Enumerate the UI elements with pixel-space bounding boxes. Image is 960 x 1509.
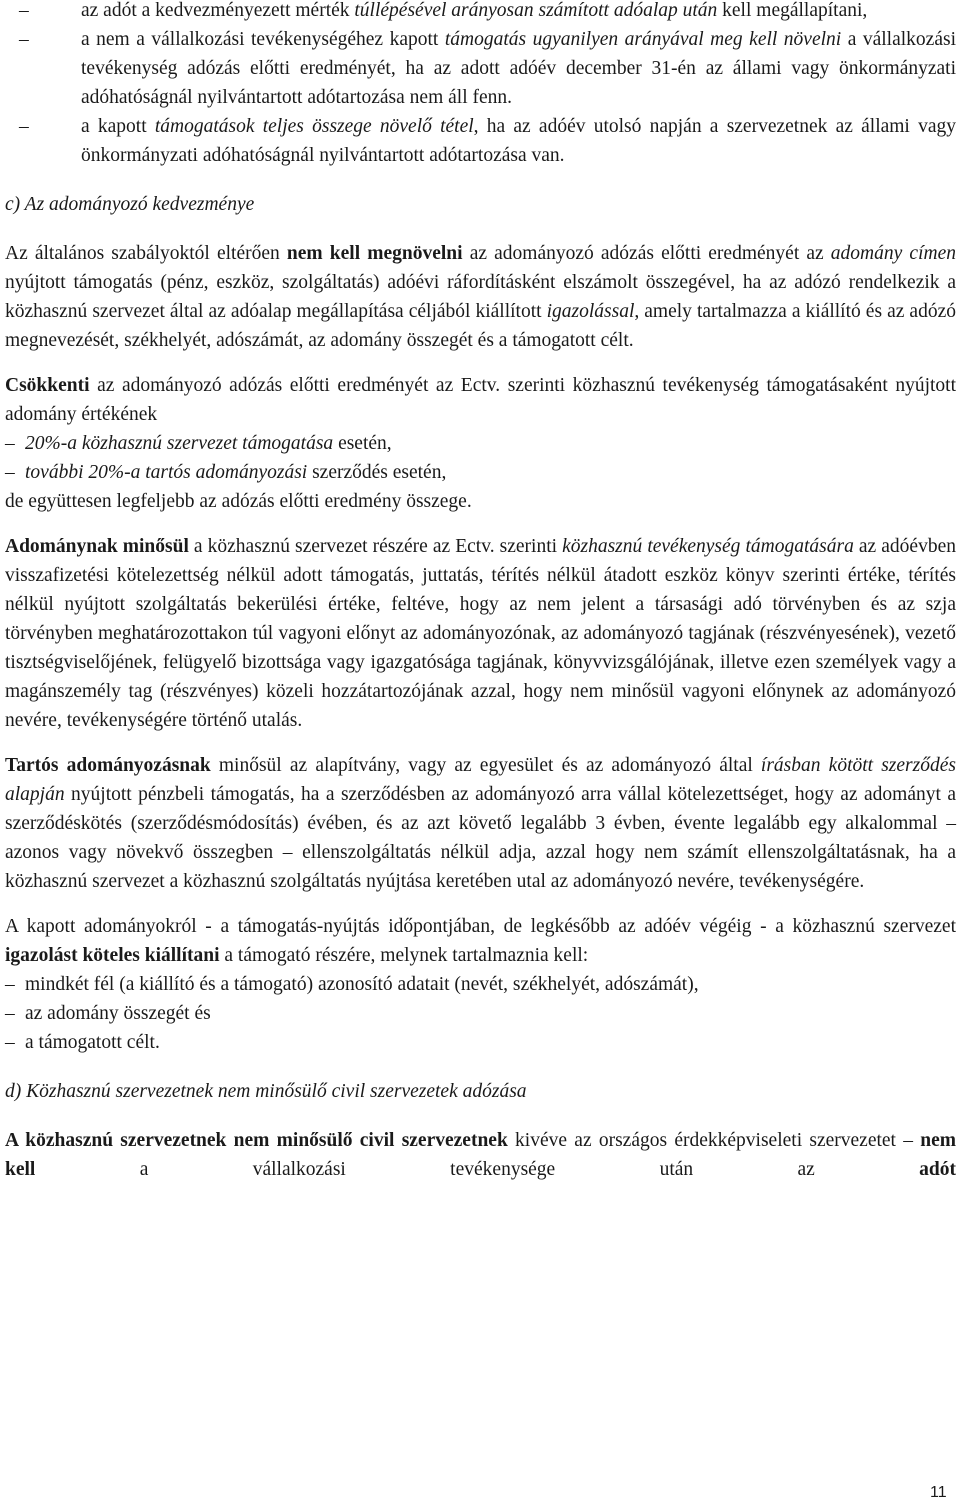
list-item bbox=[5, 0, 956, 25]
list-item: – további 20%-a tartós adományozási szerződés esetén, bbox=[5, 458, 956, 487]
list-item: – az adomány összegét és bbox=[5, 999, 956, 1028]
list-item: – mindkét fél (a kiállító és a támogató) azonosító adatait (nevét, székhelyét, adószámát), bbox=[5, 970, 956, 999]
list-item bbox=[5, 112, 956, 170]
paragraph-1: Az általános szabályoktól eltérően nem kell megnövelni az adományozó adózás előtti eredményét az adomány címen nyújtott támogatás (pénz, eszköz, szolgáltatás) adóévi ráfordításként elszámolt összegével, ha az adózó rendelkezik a közhasznú szervezet által az adóalap megállapítása céljából kiállított igazolással, amely tartalmazza a kiállító és az adózó megnevezését, székhelyét, adószámát, az adomány összegét és a támogatott célt. bbox=[5, 243, 956, 351]
paragraph-3: Adománynak minősül a közhasznú szervezet részére az Ectv. szerinti közhasznú tevékenység támogatására az adóévben visszafizetési kötelezettség nélkül adott támogatás, juttatás, térítés nélkül átadott eszköz könyv szerinti értéke, térítés nélkül nyújtott szolgáltatás bekerülési értéke, feltéve, hogy az nem jelent a társasági adó törvényben és az szja törvényben meghatározottakon túl vagyoni előnyt az adományozónak, az adományozó tagjának (részvényesének), vezető tisztségviselőjének, felügyelő bizottsága vagy igazgatósága tagjának, könyvvizsgálójának, illetve ezen személyek vagy a magánszemély tag (részvényes) közeli hozzátartozójának azzal, hogy nem minősül vagyoni előnynek az adományozó nevére, tevékenységére történő utalás. bbox=[5, 536, 956, 731]
dash-bullet: – bbox=[5, 1032, 15, 1053]
section-heading-c: c) Az adományozó kedvezménye bbox=[5, 194, 255, 215]
list-item-text: az adót a kedvezményezett mérték túllépésével arányosan számított adóalap után kell megállapítani, bbox=[81, 0, 868, 21]
paragraph-6: A közhasznú szervezetnek nem minősülő civil szervezetnek kivéve az országos érdekképviseleti szervezetet – nem kell a vállalkozási tevékenysége után az adót bbox=[5, 1130, 956, 1180]
list-item bbox=[5, 25, 956, 112]
paragraph-4: Tartós adományozásnak minősül az alapítvány, vagy az egyesület és az adományozó által írásban kötött szerződés alapján nyújtott pénzbeli támogatás, ha a szerződésben az adományozó arra vállal kötelezettséget, hogy az adományt a szerződéskötés (szerződésmódosítás) évében, és az azt követő legalább 3 évben, évente legalább egy alkalommal – azonos vagy növekvő összegben – ellenszolgáltatás nélkül adja, azzal hogy nem számít ellenszolgáltatásnak, ha a közhasznú szervezet a közhasznú szolgáltatás nyújtása keretében utal az adományozó nevére, tevékenységére. bbox=[5, 755, 956, 892]
dash-bullet: – bbox=[5, 974, 15, 995]
paragraph-5: A kapott adományokról - a támogatás-nyújtás időpontjában, de legkésőbb az adóév végéig - a közhasznú szervezet igazolást köteles kiállítani a támogató részére, melynek tartalmaznia kell: – mindkét fél (a kiállító és a támogató) azonosító adatait (nevét, székhelyét, adószámát), – az adomány összegét és – a támogatott célt. bbox=[5, 912, 956, 1057]
dash-bullet: – bbox=[19, 116, 29, 137]
list-item-text: a kapott támogatások teljes összege növelő tétel, ha az adóév utolsó napján a szervezetnek az állami vagy önkormányzati adóhatóságnál nyilvántartott adótartozása van. bbox=[81, 116, 956, 166]
list-item: – a támogatott célt. bbox=[5, 1028, 956, 1057]
paragraph-2: Csökkenti az adományozó adózás előtti eredményét az Ectv. szerinti közhasznú tevékenység támogatásaként nyújtott adomány értékének – 20%-a közhasznú szervezet támogatása esetén, – további 20%-a tartós adományozási szerződés esetén, de együttesen legfeljebb az adózás előtti eredmény összege. bbox=[5, 375, 956, 512]
page-number: 11 bbox=[930, 1484, 947, 1501]
list-item: – 20%-a közhasznú szervezet támogatása esetén, bbox=[5, 429, 956, 458]
document-page bbox=[5, 0, 956, 1184]
section-heading-d: d) Közhasznú szervezetnek nem minősülő civil szervezetek adózása bbox=[5, 1081, 527, 1102]
list-item-text: a nem a vállalkozási tevékenységéhez kapott támogatás ugyanilyen arányával meg kell növelni a vállalkozási tevékenység adózás előtti eredményét, ha az adott adóév december 31-én az állami vagy önkormányzati adóhatóságnál nyilvántartott adótartozása nem áll fenn. bbox=[81, 29, 956, 108]
dash-bullet: – bbox=[19, 29, 29, 50]
dash-bullet: – bbox=[19, 0, 29, 21]
dash-bullet: – bbox=[5, 433, 15, 454]
dash-bullet: – bbox=[5, 1003, 15, 1024]
dash-bullet: – bbox=[5, 462, 15, 483]
